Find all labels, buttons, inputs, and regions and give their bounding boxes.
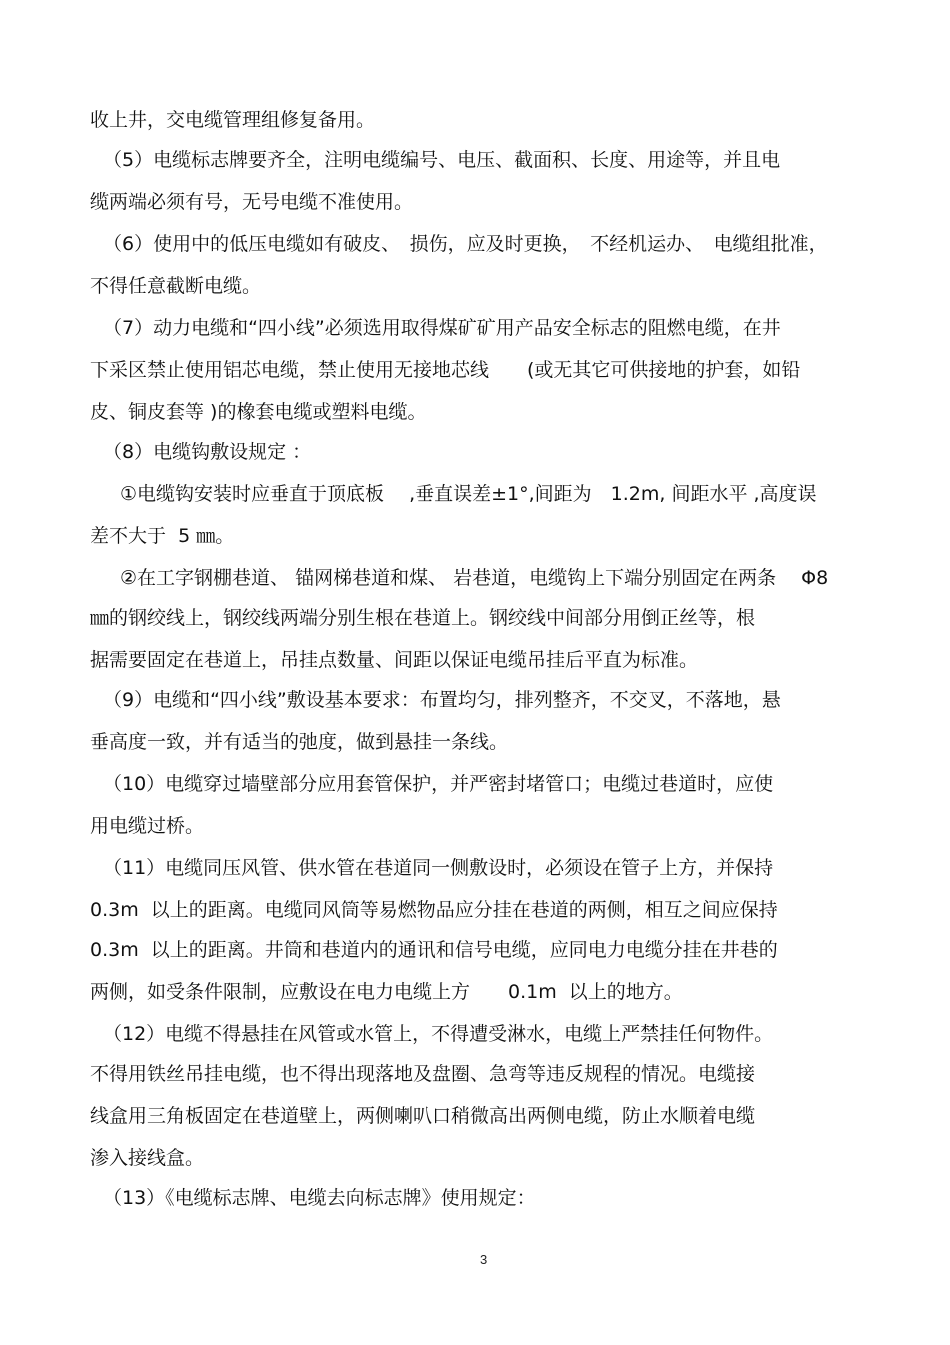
- text-line: 不得任意截断电缆。: [90, 275, 262, 297]
- text-line: 用电缆过桥。: [90, 815, 205, 837]
- page-number: 3: [480, 1252, 488, 1267]
- text-line: 线盒用三角板固定在巷道壁上，两侧喇叭口稍微高出两侧电缆，防止水顺着电缆: [90, 1105, 756, 1127]
- text-line: （12）电缆不得悬挂在风管或水管上，不得遭受淋水，电缆上严禁挂任何物件。: [103, 1023, 774, 1045]
- text-line: 垂高度一致，并有适当的弛度，做到悬挂一条线。: [90, 731, 509, 753]
- text-line: 缆两端必须有号，无号电缆不准使用。: [90, 191, 414, 213]
- text-line: （7）动力电缆和“四小线”必须选用取得煤矿矿用产品安全标志的阻燃电缆，在井: [103, 317, 781, 339]
- text-line: （6）使用中的低压电缆如有破皮、 损伤，应及时更换， 不经机运办、 电缆组批准，: [103, 233, 828, 255]
- text-line: 渗入接线盒。: [90, 1147, 205, 1169]
- text-line: 不得用铁丝吊挂电缆，也不得出现落地及盘圈、急弯等违反规程的情况。电缆接: [90, 1063, 756, 1085]
- text-line: 下采区禁止使用铝芯电缆，禁止使用无接地芯线 (或无其它可供接地的护套，如铅: [90, 359, 801, 381]
- text-line: （13）《电缆标志牌、电缆去向标志牌》使用规定：: [103, 1187, 536, 1209]
- text-line: （11）电缆同压风管、供水管在巷道同一侧敷设时，必须设在管子上方，并保持: [103, 857, 774, 879]
- text-line: （5）电缆标志牌要齐全，注明电缆编号、电压、截面积、长度、用途等，并且电: [103, 149, 781, 171]
- text-line: 皮、铜皮套等 )的橡套电缆或塑料电缆。: [90, 401, 427, 423]
- text-line: ②在工字钢棚巷道、 锚网梯巷道和煤、 岩巷道，电缆钩上下端分别固定在两条 Φ8: [120, 567, 829, 589]
- text-line: （8）电缆钩敷设规定 ：: [103, 441, 312, 463]
- text-line: 两侧，如受条件限制，应敷设在电力电缆上方 0.1m 以上的地方。: [90, 981, 683, 1003]
- text-line: 0.3m 以上的距离。电缆同风筒等易燃物品应分挂在巷道的两侧，相互之间应保持: [90, 899, 778, 921]
- text-line: 0.3m 以上的距离。井筒和巷道内的通讯和信号电缆，应同电力电缆分挂在井巷的: [90, 939, 778, 961]
- text-line: （10）电缆穿过墙壁部分应用套管保护，并严密封堵管口；电缆过巷道时，应使: [103, 773, 774, 795]
- text-line: 差不大于 5 ㎜。: [90, 525, 235, 547]
- text-line: 收上井，交电缆管理组修复备用。: [90, 109, 376, 131]
- text-line: ①电缆钩安装时应垂直于顶底板 ,垂直误差±1°,间距为 1.2m, 间距水平 ,高度误: [120, 483, 817, 505]
- text-line: （9）电缆和“四小线”敷设基本要求：布置均匀，排列整齐，不交叉，不落地，悬: [103, 689, 781, 711]
- text-line: 据需要固定在巷道上，吊挂点数量、间距以保证电缆吊挂后平直为标准。: [90, 649, 699, 671]
- text-line: ㎜的钢绞线上，钢绞线两端分别生根在巷道上。钢绞线中间部分用倒正丝等，根: [90, 607, 756, 629]
